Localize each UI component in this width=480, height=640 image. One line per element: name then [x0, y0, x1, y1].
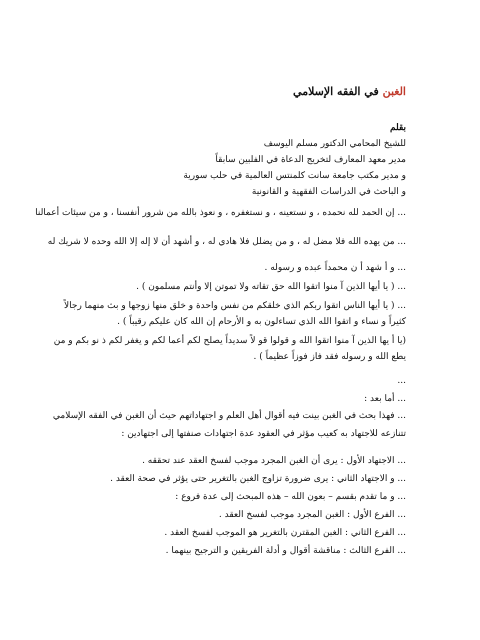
body-line: ... إن الحمد لله نحمده ، و نستعينه ، و نستغفره ، و نعوذ بالله من شرور أنفسنا ، و من سيئات أعمالنا: [35, 208, 406, 218]
author-role-2: و مدير مكتب جامعة سانت كلمنتس العالمية في حلب سورية: [183, 171, 406, 181]
body-line: ... و ما تقدم بقسم – بعون الله – هذه المبحث إلى عدة فروع :: [175, 492, 406, 502]
body-line: ... و أ شهد أ ن محمداً عبده و رسوله .: [264, 263, 406, 273]
body-line: (يا أ يها الذين آ منوا اتقوا الله و قولوا قو لاً سديداً يصلح لكم أعما لكم و يغفر لكم ذ نو بكم و من: [53, 336, 406, 346]
author-role-1: مدير معهد المعارف لتخريج الدعاة في الفلبين سابقاً: [215, 155, 406, 165]
body-line: ... الفرع الثالث : مناقشة أقوال و أدلة الفريقين و الترجيح بينهما .: [165, 546, 406, 556]
body-line: ... من يهده الله فلا مضل له ، و من يضلل فلا هادي له ، و أشهد أن لا إله إلا الله وحده لا شريك له: [47, 237, 406, 247]
body-line: ... و الاجتهاد الثاني : يرى ضرورة تزاوج الغبن بالتغرير حتى يؤثر في صحة العقد .: [110, 474, 406, 484]
body-line: يطع الله و رسوله فقد فاز فوزاً عظيماً ) .: [253, 352, 406, 362]
body-line: ... ( يا أيها الذين آ منوا اتقوا الله حق تقاته ولا تموتن إلا وأنتم مسلمون ) .: [136, 282, 406, 292]
body-line: ... أما بعد :: [364, 394, 406, 404]
document-title: [293, 86, 406, 98]
body-line: ... ( يا أيها الناس اتقوا ربكم الذي خلقكم من نفس واحدة و خلق منها زوجها و بث منهما رجالاً: [64, 301, 406, 311]
body-line: ... الاجتهاد الأول : يرى أن الغبن المجرد موجب لفسخ العقد عند تحققه .: [142, 456, 406, 466]
title-rest: في الفقه الإسلامي: [293, 85, 383, 98]
body-line: ...: [397, 376, 406, 386]
body-line: ... الفرع الثاني : الغبن المقترن بالتغرير هو الموجب لفسخ العقد .: [164, 528, 406, 538]
body-line: تتنازعه للاجتهاد به كعيب مؤثر في العقود عدة اجتهادات صنفتها إلى اجتهادين :: [121, 429, 406, 439]
body-line: ... فهذا بحث في الغبن بينت فيه أقوال أهل العلم و اجتهاداتهم حيث أن الغبن في الفقه الإسلامي: [52, 411, 406, 421]
title-highlight: الغبن: [382, 85, 406, 98]
body-line: ... الفرع الأول : الغبن المجرد موجب لفسخ العقد .: [218, 510, 406, 520]
author-role-3: و الباحث في الدراسات الفقهية و القانونية: [251, 187, 406, 197]
author-name: للشيخ المحامي الدكتور مسلم اليوسف: [263, 139, 406, 149]
author-by: بقلم: [389, 123, 406, 133]
body-line: كثيراً و نساء و اتقوا الله الذي تساءلون به و الأرحام إن الله كان عليكم رقيباً ) .: [117, 317, 406, 327]
